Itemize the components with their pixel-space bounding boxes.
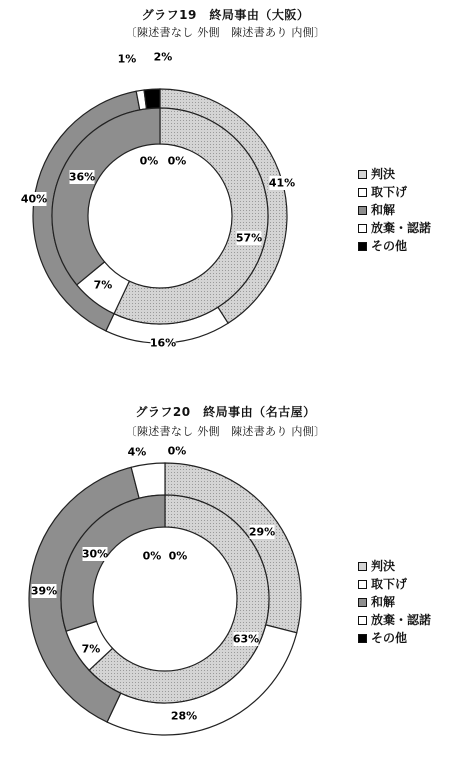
data-label-text: 39% <box>30 584 58 598</box>
inner-label-withdrawal <box>94 278 113 292</box>
legend-item-waiver <box>358 611 431 629</box>
outer-label-waiver <box>128 445 147 459</box>
legend-label: 放棄・認諾 <box>371 613 432 627</box>
legend-swatch <box>358 562 367 571</box>
legend-label: その他 <box>371 239 408 253</box>
data-label-text: 4% <box>127 445 147 459</box>
data-label-text: 30% <box>81 547 109 561</box>
data-label-text: 0% <box>167 444 187 458</box>
legend-item-judgment <box>358 557 431 575</box>
inner-label-withdrawal <box>82 642 101 656</box>
outer-label-judgment <box>269 176 295 190</box>
data-label-text: 36% <box>68 170 96 184</box>
outer-label-withdrawal <box>171 709 197 723</box>
inner-label-other <box>169 549 188 563</box>
data-label-text: 0% <box>167 154 187 168</box>
data-label-text: 29% <box>248 525 276 539</box>
legend-label: 放棄・認諾 <box>371 221 432 235</box>
inner-label-settlement <box>82 547 108 561</box>
data-label-text: 57% <box>235 231 263 245</box>
legend-label: 取下げ <box>371 577 408 591</box>
legend-swatch <box>358 170 367 179</box>
legend-item-withdrawal <box>358 575 431 593</box>
data-label-text: 0% <box>168 549 188 563</box>
legend-swatch <box>358 188 367 197</box>
inner-label-settlement <box>69 170 95 184</box>
chart-subtitle: 〔陳述書なし 外側 陳述書あり 内側〕 <box>125 425 326 438</box>
legend-swatch <box>358 598 367 607</box>
data-label-text: 28% <box>170 709 198 723</box>
inner-label-waiver <box>140 154 159 168</box>
outer-slice-other <box>144 89 160 109</box>
inner-label-judgment <box>236 231 262 245</box>
legend-label: 判決 <box>371 167 396 181</box>
data-label-text: 7% <box>81 642 101 656</box>
legend-swatch <box>358 206 367 215</box>
inner-label-other <box>168 154 187 168</box>
data-label-text: 0% <box>142 549 162 563</box>
chart-subtitle: 〔陳述書なし 外側 陳述書あり 内側〕 <box>125 26 326 39</box>
legend-label: 判決 <box>371 559 396 573</box>
legend-item-judgment <box>358 165 431 183</box>
outer-label-settlement <box>31 584 57 598</box>
data-label-text: 41% <box>268 176 296 190</box>
data-label-text: 7% <box>93 278 113 292</box>
outer-label-judgment <box>249 525 275 539</box>
legend-label: その他 <box>371 631 408 645</box>
inner-label-waiver <box>143 549 162 563</box>
data-label-text: 0% <box>139 154 159 168</box>
legend-item-waiver <box>358 219 431 237</box>
legend-item-other <box>358 629 431 647</box>
data-label-text: 1% <box>117 52 137 66</box>
legend-item-settlement <box>358 201 431 219</box>
outer-label-waiver <box>118 52 137 66</box>
data-label-text: 16% <box>149 336 177 350</box>
legend-swatch <box>358 616 367 625</box>
chart-title: グラフ20 終局事由（名古屋） <box>135 405 316 419</box>
data-label-text: 2% <box>153 50 173 64</box>
legend-item-withdrawal <box>358 183 431 201</box>
outer-label-settlement <box>21 192 47 206</box>
chart-nagoya <box>0 379 451 758</box>
outer-label-other <box>168 444 187 458</box>
legend-swatch <box>358 242 367 251</box>
legend <box>358 557 431 647</box>
chart-title: グラフ19 終局事由（大阪） <box>141 8 310 22</box>
legend-swatch <box>358 224 367 233</box>
outer-label-withdrawal <box>150 336 176 350</box>
legend-swatch <box>358 580 367 589</box>
data-label-text: 40% <box>20 192 48 206</box>
data-label-text: 63% <box>232 632 260 646</box>
legend-item-other <box>358 237 431 255</box>
legend-label: 和解 <box>371 203 396 217</box>
inner-label-judgment <box>233 632 259 646</box>
legend-label: 取下げ <box>371 185 408 199</box>
legend-item-settlement <box>358 593 431 611</box>
legend-swatch <box>358 634 367 643</box>
legend <box>358 165 431 255</box>
legend-label: 和解 <box>371 595 396 609</box>
outer-label-other <box>154 50 173 64</box>
